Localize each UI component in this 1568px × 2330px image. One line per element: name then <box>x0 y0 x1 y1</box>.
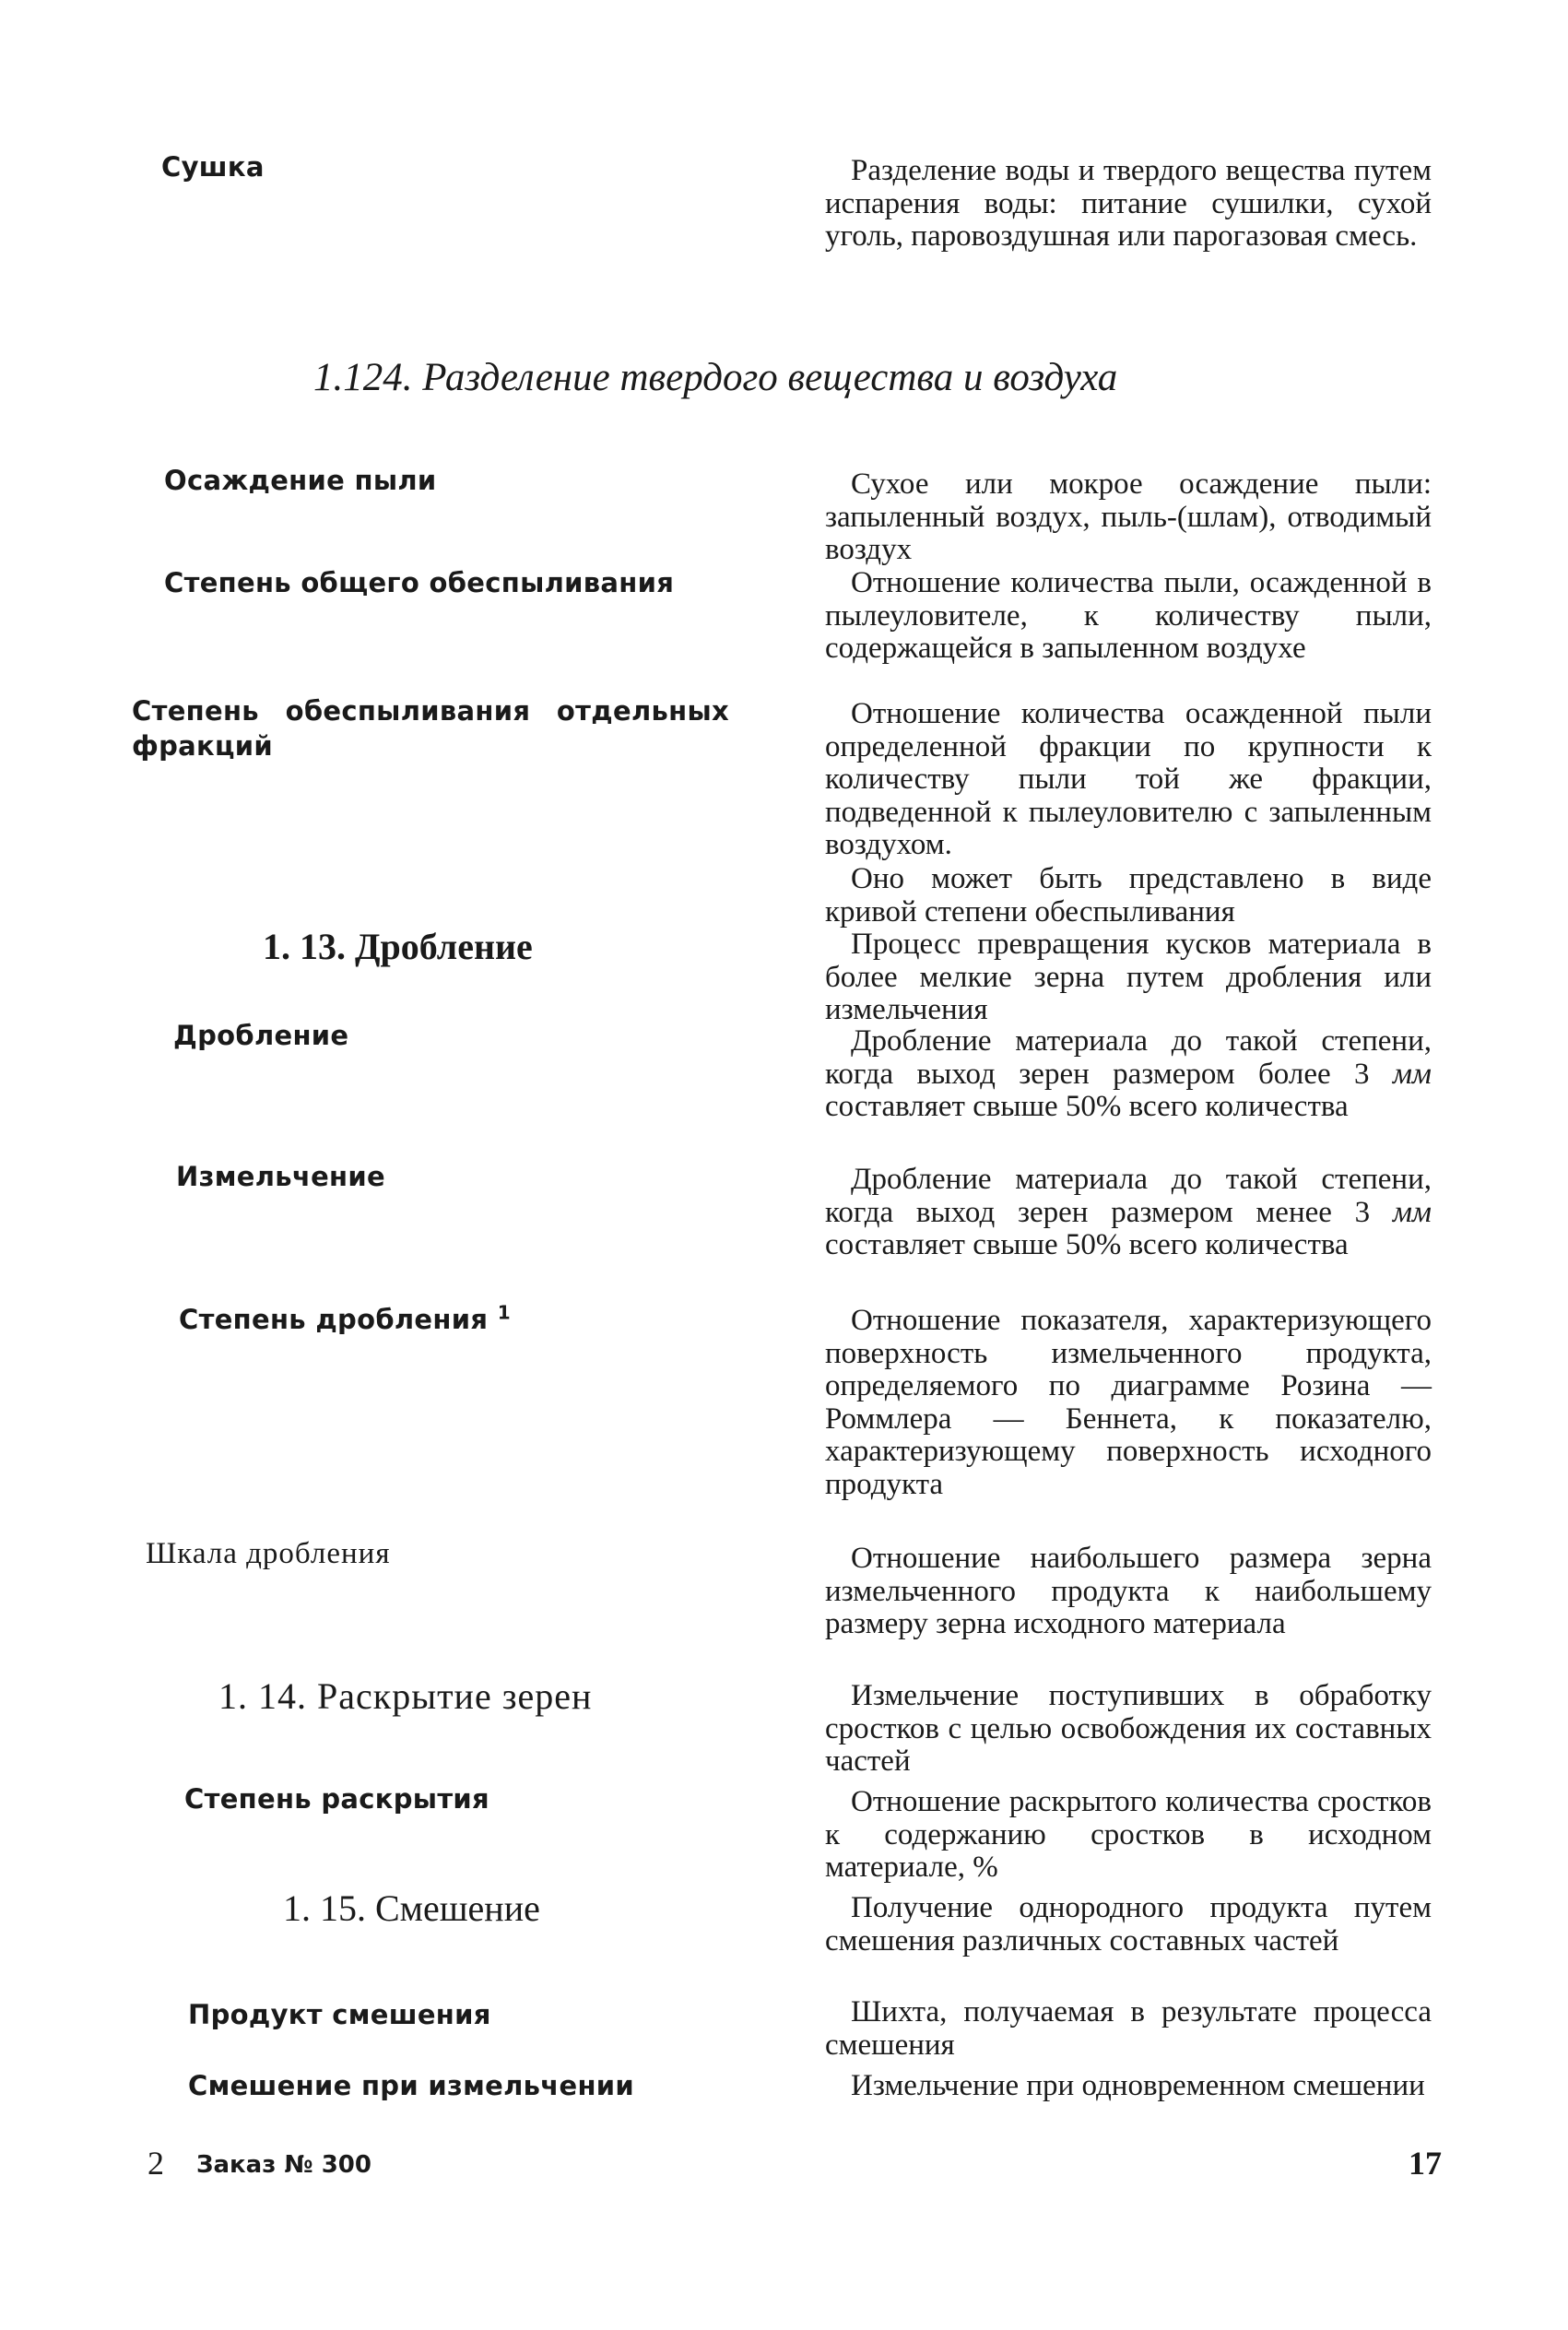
section-heading-1-13: 1. 13. Дробление <box>263 926 533 967</box>
term-droblenie: Дробление <box>173 1020 349 1051</box>
term-stepen-drobleniya: Степень дробления $^1$ <box>179 1301 511 1335</box>
term-stepen-raskrytiya: Степень раскрытия <box>184 1783 489 1815</box>
section-heading-1-15: 1. 15. Смешение <box>283 1887 540 1929</box>
definition-stepen-drobleniya: Отношение показателя, характеризующего поверхность измельченного продукта, определяемого по диаграмме Розина — Роммлера — Беннета, к показателю, характеризующему поверхность исходного продукта <box>825 1304 1432 1501</box>
definition-stepen-obespylivaniya-note: Оно может быть представлено в виде кривой степени обеспыливания <box>825 862 1432 928</box>
page-number: 17 <box>1409 2145 1442 2182</box>
definition-shkala-drobleniya: Отношение наибольшего размера зерна измельченного продукта к наибольшему размеру зерна исходного материала <box>825 1542 1432 1640</box>
term-stepen-obespylivaniya-fraktsiy: Степень обеспыливания отдельных фракций <box>132 695 729 762</box>
term-stepen-obshchego-obespylivaniya: Степень общего обеспыливания <box>164 567 675 598</box>
section-heading-1-14: 1. 14. Раскрытие зерен <box>218 1675 593 1717</box>
definition-smeshenie-pri-izmelchenii: Измельчение при одновременном смешении <box>851 2069 1425 2102</box>
definition-stepen-obespylivaniya-fraktsiy: Отношение количества осажденной пыли определенной фракции по крупности к количеству пыли той же фракции, подведенной к пылеуловителю с запыленным воздухом. <box>825 697 1432 861</box>
order-number: Заказ № 300 <box>196 2151 371 2179</box>
definition-1-15: Получение однородного продукта путем смешения различных составных частей <box>825 1891 1432 1957</box>
term-smeshenie-pri-izmelchenii: Смешение при измельчении <box>188 2070 635 2101</box>
definition-osazhdenie-pyli: Сухое или мокрое осаждение пыли: запыленный воздух, пыль-(шлам), отводимый воздух <box>825 467 1432 566</box>
definition-1-14: Измельчение поступивших в обработку сростков с целью освобождения их составных частей <box>825 1679 1432 1778</box>
term-osazhdenie-pyli: Осаждение пыли <box>164 465 437 496</box>
section-heading-1-124: 1.124. Разделение твердого вещества и воздуха <box>313 356 1118 399</box>
definition-sushka: Разделение воды и твердого вещества путем испарения воды: питание сушилки, сухой уголь, паровоздушная или парогазовая смесь. <box>825 154 1432 253</box>
definition-produkt-smesheniya: Шихта, получаемая в результате процесса смешения <box>825 1995 1432 2062</box>
term-produkt-smesheniya: Продукт смешения <box>188 1999 491 2030</box>
term-sushka: Сушка <box>161 151 265 183</box>
signature-number: 2 <box>147 2145 164 2182</box>
definition-izmelchenie: Дробление материала до такой степени, когда выход зерен размером менее 3 мм составляет свыше 50% всего количества <box>825 1163 1432 1261</box>
term-shkala-drobleniya: Шкала дробления <box>146 1537 391 1570</box>
definition-stepen-raskrytiya: Отношение раскрытого количества сростков к содержанию сростков в исходном материале, % <box>825 1785 1432 1884</box>
term-izmelchenie: Измельчение <box>176 1161 385 1192</box>
definition-1-13: Процесс превращения кусков материала в более мелкие зерна путем дробления или измельчения <box>825 928 1432 1026</box>
definition-stepen-obshchego-obespylivaniya: Отношение количества пыли, осажденной в пылеуловителе, к количеству пыли, содержащейся в запыленном воздухе <box>825 566 1432 665</box>
definition-droblenie: Дробление материала до такой степени, когда выход зерен размером более 3 мм составляет свыше 50% всего количества <box>825 1024 1432 1123</box>
footnote-marker: 1 <box>497 1301 511 1324</box>
